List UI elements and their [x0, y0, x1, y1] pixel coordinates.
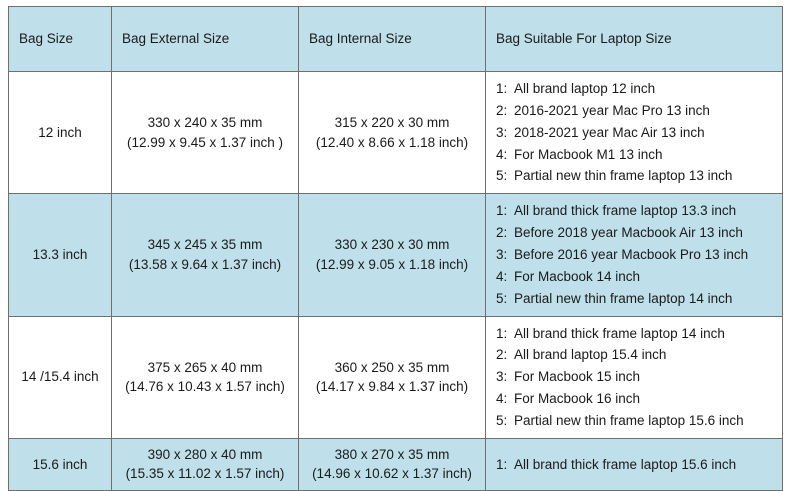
list-item [496, 410, 772, 432]
column-header-bag-suitable-for-laptop-size: Bag Suitable For Laptop Size [486, 7, 783, 72]
external-size-mm: 330 x 240 x 35 mm [147, 115, 263, 131]
list-item [496, 454, 772, 476]
list-item-label: 2018-2021 year Mac Air 13 inch [514, 124, 705, 140]
external-size-mm: 375 x 265 x 40 mm [147, 359, 263, 375]
cell-bag-size: 14 /15.4 inch [9, 316, 112, 438]
internal-size-mm: 360 x 250 x 35 mm [334, 359, 450, 375]
list-item-label: For Macbook 15 inch [514, 369, 641, 385]
cell-internal-size [299, 194, 486, 316]
table-body [9, 72, 783, 491]
list-item-label: Before 2016 year Macbook Pro 13 inch [514, 247, 749, 263]
external-size-mm: 345 x 245 x 35 mm [147, 237, 263, 253]
cell-suitable-laptops [486, 316, 783, 438]
suitable-list [496, 323, 772, 432]
list-item-label: All brand thick frame laptop 15.6 inch [514, 456, 737, 472]
cell-external-size [112, 316, 299, 438]
cell-internal-size [299, 72, 486, 194]
list-item-label: All brand laptop 12 inch [514, 81, 656, 96]
list-item [496, 266, 772, 288]
list-item-number: 4: [496, 146, 508, 162]
list-item-label: All brand thick frame laptop 13.3 inch [514, 203, 737, 219]
internal-size-mm: 380 x 270 x 35 mm [334, 446, 450, 462]
list-item-label: For Macbook 14 inch [514, 268, 641, 284]
list-item-number: 2: [496, 225, 508, 241]
list-item-label: All brand laptop 15.4 inch [514, 347, 667, 363]
cell-suitable-laptops [486, 194, 783, 316]
list-item-number: 2: [496, 102, 508, 118]
column-header-bag-external-size: Bag External Size [112, 7, 299, 72]
cell-bag-size: 12 inch [9, 72, 112, 194]
list-item-number: 1: [496, 203, 508, 219]
list-item-number: 1: [496, 456, 508, 472]
cell-internal-size [299, 316, 486, 438]
list-item-label: For Macbook 16 inch [514, 391, 641, 407]
table-row [9, 438, 783, 490]
table-row [9, 316, 783, 438]
cell-suitable-laptops [486, 72, 783, 194]
internal-size-inch: (12.40 x 8.66 x 1.18 inch) [315, 134, 469, 150]
list-item-label: Partial new thin frame laptop 13 inch [514, 168, 733, 184]
table-row [9, 194, 783, 316]
list-item-label: 2016-2021 year Mac Pro 13 inch [514, 102, 710, 118]
list-item-number: 5: [496, 168, 508, 184]
internal-size-mm: 330 x 230 x 30 mm [334, 237, 450, 253]
list-item-number: 2: [496, 347, 508, 363]
header-row [9, 7, 783, 72]
external-size-mm: 390 x 280 x 40 mm [147, 446, 263, 462]
list-item [496, 388, 772, 410]
list-item-number: 1: [496, 81, 508, 96]
list-item [496, 288, 772, 310]
list-item-number: 4: [496, 391, 508, 407]
list-item-number: 5: [496, 290, 508, 306]
external-size-inch: (14.76 x 10.43 x 1.57 inch) [125, 379, 285, 395]
list-item-label: All brand thick frame laptop 14 inch [514, 325, 725, 341]
bag-size-spec-table [8, 6, 783, 491]
list-item [496, 144, 772, 166]
list-item-label: Partial new thin frame laptop 15.6 inch [514, 413, 744, 429]
list-item [496, 100, 772, 122]
list-item-number: 1: [496, 325, 508, 341]
list-item [496, 222, 772, 244]
cell-external-size [112, 194, 299, 316]
external-size-inch: (15.35 x 11.02 x 1.57 inch) [125, 466, 285, 482]
external-size-inch: (12.99 x 9.45 x 1.37 inch ) [126, 134, 284, 150]
internal-size-mm: 315 x 220 x 30 mm [334, 115, 450, 131]
list-item-label: For Macbook M1 13 inch [514, 146, 663, 162]
cell-external-size [112, 438, 299, 490]
column-header-bag-internal-size: Bag Internal Size [299, 7, 486, 72]
list-item-label: Partial new thin frame laptop 14 inch [514, 290, 733, 306]
cell-suitable-laptops [486, 438, 783, 490]
cell-bag-size: 13.3 inch [9, 194, 112, 316]
list-item-number: 3: [496, 369, 508, 385]
external-size-inch: (13.58 x 9.64 x 1.37 inch) [128, 256, 282, 272]
list-item [496, 244, 772, 266]
suitable-list [496, 200, 772, 309]
cell-external-size [112, 72, 299, 194]
column-header-bag-size: Bag Size [9, 7, 112, 72]
list-item [496, 78, 772, 100]
list-item [496, 200, 772, 222]
internal-size-inch: (14.96 x 10.62 x 1.37 inch) [312, 466, 472, 482]
table-header [9, 7, 783, 72]
list-item-number: 3: [496, 124, 508, 140]
cell-internal-size [299, 438, 486, 490]
list-item-number: 4: [496, 268, 508, 284]
list-item-number: 5: [496, 413, 508, 429]
list-item [496, 344, 772, 366]
list-item [496, 122, 772, 144]
table-row [9, 72, 783, 194]
cell-bag-size: 15.6 inch [9, 438, 112, 490]
suitable-list [496, 78, 772, 187]
internal-size-inch: (12.99 x 9.05 x 1.18 inch) [315, 256, 469, 272]
internal-size-inch: (14.17 x 9.84 x 1.37 inch) [315, 379, 469, 395]
suitable-list [496, 454, 772, 476]
list-item-label: Before 2018 year Macbook Air 13 inch [514, 225, 743, 241]
list-item [496, 366, 772, 388]
list-item [496, 323, 772, 345]
list-item-number: 3: [496, 247, 508, 263]
list-item [496, 165, 772, 187]
